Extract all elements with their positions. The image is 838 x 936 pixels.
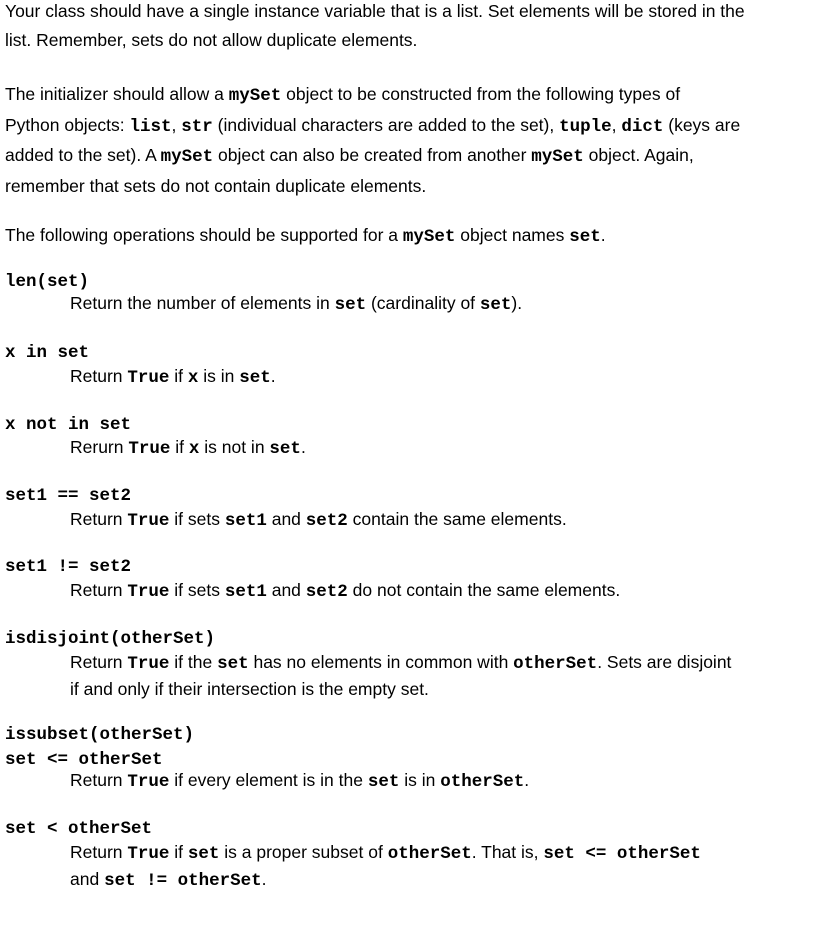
code-signature: set < otherSet	[5, 819, 153, 839]
text: is in	[399, 770, 441, 790]
code-term: set1	[224, 511, 267, 531]
code-term: otherSet	[440, 772, 525, 792]
code-signature: set1 == set2	[5, 486, 132, 506]
text: Return	[70, 580, 128, 600]
text: Rerurn	[70, 437, 129, 457]
text: and	[266, 509, 306, 529]
text: is in	[198, 366, 240, 386]
code-term: set != otherSet	[104, 871, 262, 891]
code-term: x	[188, 439, 200, 459]
text: (cardinality of	[366, 293, 480, 313]
text: Return	[70, 652, 128, 672]
text: list. Remember, sets do not allow duplicate elements.	[5, 29, 418, 50]
code-term: mySet	[531, 147, 584, 167]
text: .	[270, 366, 276, 386]
text: contain the same elements.	[347, 509, 567, 529]
code-term: set	[187, 844, 220, 864]
text: Your class should have a single instance variable that is a list. Set elements will be stored in the	[5, 1, 745, 21]
text: Return	[70, 509, 128, 529]
code-term: True	[127, 654, 170, 674]
code-term: str	[181, 116, 213, 137]
code-term: mySet	[228, 86, 282, 106]
code-signature: x not in set	[5, 415, 132, 435]
code-term: set	[239, 368, 271, 388]
text: . That is,	[471, 842, 544, 862]
code-signature: set <= otherSet	[5, 750, 163, 770]
code-term: set	[334, 295, 367, 315]
text: do not contain the same elements.	[347, 580, 621, 600]
text: and	[70, 869, 105, 889]
code-term: set	[269, 439, 301, 459]
op-isdisjoint-description	[70, 650, 810, 702]
text: remember that sets do not contain duplicate elements.	[5, 175, 427, 196]
code-term: mySet	[402, 227, 456, 247]
code-term: True	[127, 582, 170, 602]
code-term: tuple	[559, 116, 612, 137]
op-isdisjoint-signature	[5, 626, 215, 651]
text: .	[261, 869, 267, 889]
op-proper-subset-signature	[5, 816, 152, 841]
code-signature: issubset(otherSet)	[5, 725, 195, 745]
text: if sets	[169, 509, 225, 529]
code-term: True	[128, 439, 171, 459]
op-issubset-signature	[5, 722, 194, 772]
code-term: dict	[621, 116, 664, 137]
op-notin-description	[70, 435, 810, 462]
code-signature: x in set	[5, 343, 90, 363]
intro-paragraph-3	[5, 221, 825, 252]
text: if	[170, 437, 189, 457]
text: (keys are	[663, 114, 741, 135]
intro-paragraph-2	[5, 80, 825, 200]
code-term: otherSet	[513, 654, 598, 674]
intro-paragraph-1	[5, 0, 825, 54]
code-term: set2	[305, 582, 348, 602]
code-signature: set1 != set2	[5, 557, 132, 577]
text: if and only if their intersection is the empty set.	[70, 679, 429, 699]
op-issubset-description	[70, 768, 810, 795]
text: . Sets are disjoint	[597, 652, 732, 672]
text: ,	[171, 114, 182, 135]
op-len-description	[70, 291, 810, 318]
text: ,	[611, 114, 622, 135]
op-notin-signature	[5, 412, 131, 437]
text: object can also be created from another	[213, 145, 532, 165]
text: object names	[455, 225, 570, 245]
text: .	[300, 437, 306, 457]
text: has no elements in common with	[248, 652, 514, 672]
text: if the	[169, 652, 218, 672]
code-term: True	[127, 844, 170, 864]
text: Return	[70, 842, 128, 862]
text: is a proper subset of	[219, 842, 388, 862]
text: if every element is in the	[169, 770, 368, 790]
text: ).	[511, 293, 523, 313]
text: Return the number of elements in	[70, 293, 335, 313]
code-term: list	[129, 116, 172, 137]
code-term: mySet	[160, 147, 214, 167]
text: if	[169, 842, 188, 862]
code-term: x	[187, 368, 199, 388]
text: Python objects:	[5, 114, 130, 135]
op-proper-subset-description	[70, 840, 810, 894]
code-term: True	[127, 368, 170, 388]
code-term: set	[569, 227, 601, 247]
code-term: True	[127, 511, 170, 531]
text: Return	[70, 770, 128, 790]
code-signature: isdisjoint(otherSet)	[5, 629, 216, 649]
text: (individual characters are added to the set),	[212, 114, 560, 135]
text: The initializer should allow a	[5, 84, 229, 104]
text: object to be constructed from the following types of	[281, 84, 681, 104]
op-ne-signature	[5, 554, 131, 579]
code-term: set	[217, 654, 249, 674]
text: .	[524, 770, 530, 790]
text: if sets	[169, 580, 225, 600]
text: added to the set). A	[5, 145, 161, 165]
op-in-description	[70, 364, 810, 391]
text: object. Again,	[583, 145, 694, 165]
code-term: set	[367, 772, 400, 792]
op-ne-description	[70, 578, 810, 605]
code-term: True	[127, 772, 170, 792]
text: .	[600, 225, 606, 245]
op-in-signature	[5, 340, 89, 365]
code-term: set1	[224, 582, 267, 602]
code-term: set	[479, 295, 512, 315]
code-term: set <= otherSet	[543, 844, 701, 864]
op-eq-description	[70, 507, 810, 534]
code-signature: len(set)	[5, 272, 90, 292]
text: The following operations should be supported for a	[5, 225, 403, 245]
text: and	[266, 580, 306, 600]
text: Return	[70, 366, 128, 386]
op-eq-signature	[5, 483, 131, 508]
text: is not in	[199, 437, 270, 457]
code-term: set2	[305, 511, 348, 531]
text: if	[169, 366, 188, 386]
code-term: otherSet	[387, 844, 472, 864]
